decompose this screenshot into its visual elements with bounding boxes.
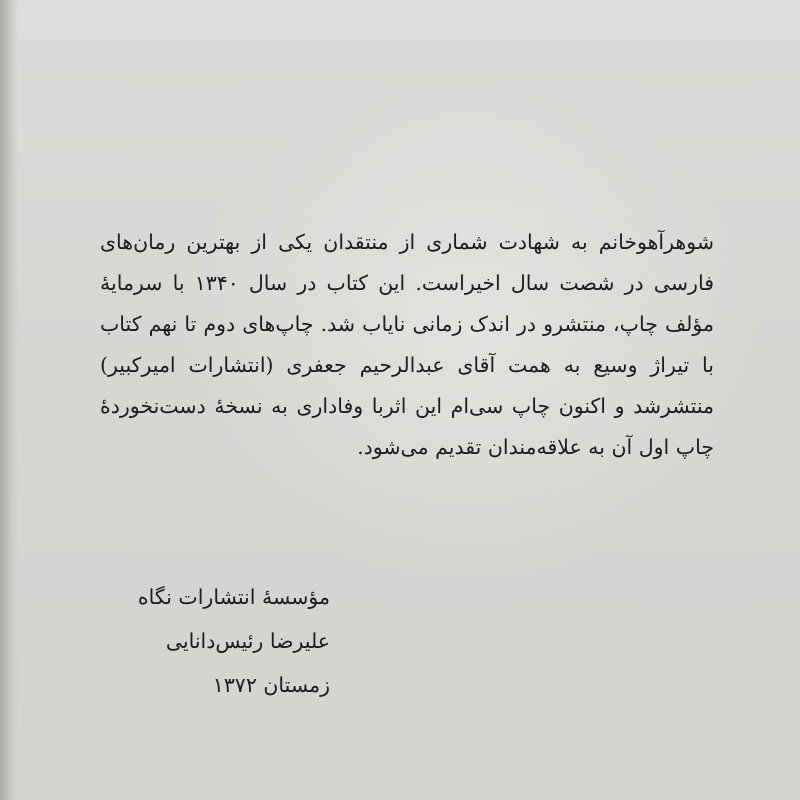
- signature-name: علیرضا رئیس‌دانایی: [165, 629, 330, 653]
- page-edge-shadow: [0, 0, 18, 800]
- publisher-note-paragraph: شوهرآهوخانم به شهادت شماری از منتقدان یکی از بهترین رمان‌های فارسی در شصت سال اخیراست. این کتاب در سال ۱۳۴۰ با سرمایهٔ مؤلف چاپ، منتشرو در اندک زمانی نایاب شد. چاپ‌های دوم تا نهم کتاب با تیراژ وسیع به همت آقای عبدالرحیم جعفری (انتشارات امیرکبیر) منتشرشد و اکنون چاپ سی‌ام این اثربا وفاداری به نسخهٔ دست‌نخوردهٔ چاپ اول آن به علاقه‌مندان تقدیم می‌شود.: [100, 230, 714, 459]
- signature-publisher: مؤسسهٔ انتشارات نگاه: [137, 585, 330, 609]
- publisher-note: [100, 222, 714, 468]
- signature-date: زمستان ۱۳۷۲: [212, 673, 330, 697]
- signature-block: [138, 575, 330, 707]
